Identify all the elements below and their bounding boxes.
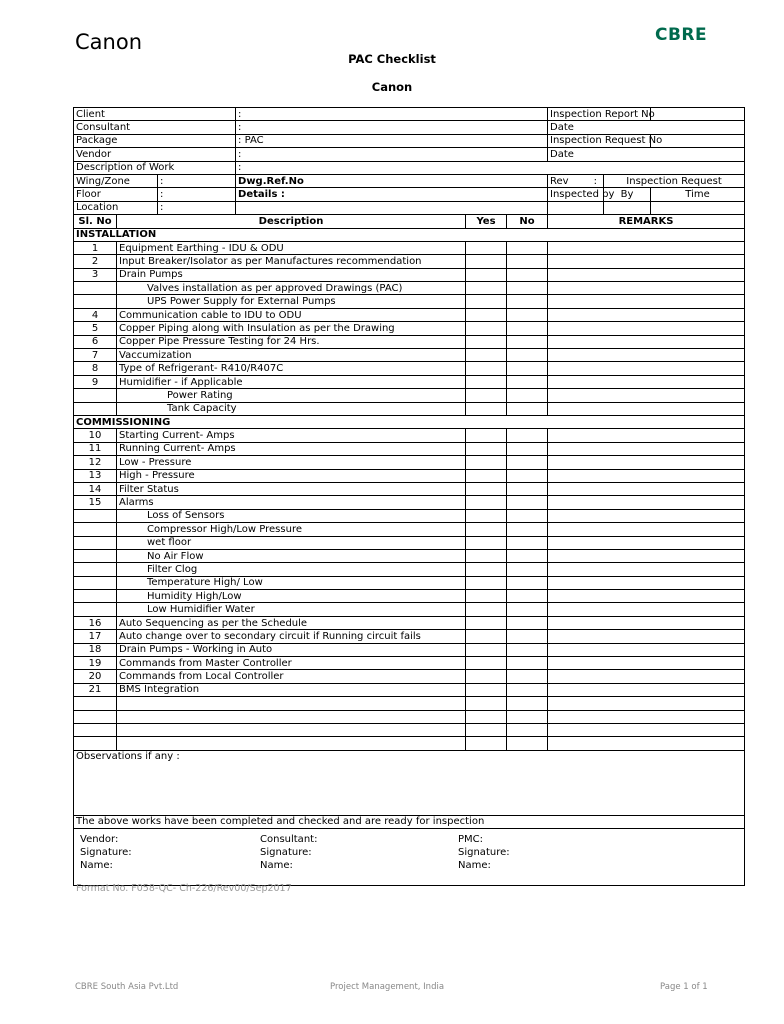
blank-rows xyxy=(74,697,745,751)
section-commissioning: COMMISSIONING xyxy=(74,415,745,428)
row-number: 17 xyxy=(74,630,117,643)
yes-cell[interactable] xyxy=(466,710,507,723)
yes-cell[interactable] xyxy=(466,496,507,509)
row-description: Humidifier - if Applicable xyxy=(117,375,466,388)
table-row xyxy=(74,402,745,415)
inspected-by-label: Inspected by xyxy=(548,188,604,201)
inspection-request-no-value[interactable] xyxy=(651,134,745,147)
inspection-request-no-label: Inspection Request No xyxy=(548,134,651,147)
remarks-cell[interactable] xyxy=(548,322,745,335)
yes-cell[interactable] xyxy=(466,630,507,643)
table-row xyxy=(74,536,745,549)
row-description: Communication cable to IDU to ODU xyxy=(117,308,466,321)
no-cell[interactable] xyxy=(507,322,548,335)
completion-statement: The above works have been completed and checked and are ready for inspection xyxy=(74,815,745,828)
table-row xyxy=(74,456,745,469)
blank-row xyxy=(74,723,745,736)
row-description: Type of Refrigerant- R410/R407C xyxy=(117,362,466,375)
no-cell[interactable] xyxy=(507,563,548,576)
yes-cell[interactable] xyxy=(466,255,507,268)
table-row xyxy=(74,282,745,295)
remarks-cell[interactable] xyxy=(548,643,745,656)
row-description: wet floor xyxy=(117,536,466,549)
table-row xyxy=(74,322,745,335)
time-label: Time xyxy=(651,188,745,201)
blank-row xyxy=(74,710,745,723)
row-number xyxy=(74,723,117,736)
row-number: 6 xyxy=(74,335,117,348)
row-number xyxy=(74,402,117,415)
yes-header: Yes xyxy=(466,215,507,228)
row-number xyxy=(74,282,117,295)
row-number: 2 xyxy=(74,255,117,268)
yes-cell[interactable] xyxy=(466,429,507,442)
no-cell[interactable] xyxy=(507,496,548,509)
table-row xyxy=(74,549,745,562)
table-row xyxy=(74,590,745,603)
footer-page: Page 1 of 1 xyxy=(660,982,708,992)
blank-row xyxy=(74,697,745,710)
no-cell[interactable] xyxy=(507,657,548,670)
table-row xyxy=(74,429,745,442)
yes-cell[interactable] xyxy=(466,268,507,281)
no-cell[interactable] xyxy=(507,723,548,736)
remarks-cell[interactable] xyxy=(548,536,745,549)
yes-cell[interactable] xyxy=(466,308,507,321)
row-number: 15 xyxy=(74,496,117,509)
no-header: No xyxy=(507,215,548,228)
table-row xyxy=(74,482,745,495)
table-row xyxy=(74,496,745,509)
row-number xyxy=(74,590,117,603)
yes-cell[interactable] xyxy=(466,536,507,549)
row-description[interactable] xyxy=(117,710,466,723)
yes-cell[interactable] xyxy=(466,349,507,362)
remarks-cell[interactable] xyxy=(548,697,745,710)
yes-cell[interactable] xyxy=(466,657,507,670)
remarks-cell[interactable] xyxy=(548,683,745,696)
row-description: Compressor High/Low Pressure xyxy=(117,523,466,536)
no-cell[interactable] xyxy=(507,603,548,616)
yes-cell[interactable] xyxy=(466,683,507,696)
row-number: 5 xyxy=(74,322,117,335)
dwg-ref-label: Dwg.Ref.No xyxy=(236,174,548,187)
table-row xyxy=(74,295,745,308)
remarks-cell[interactable] xyxy=(548,603,745,616)
table-row xyxy=(74,657,745,670)
remarks-cell[interactable] xyxy=(548,362,745,375)
yes-cell[interactable] xyxy=(466,616,507,629)
row-description: Tank Capacity xyxy=(117,402,466,415)
description-of-work-label: Description of Work xyxy=(74,161,236,174)
row-number xyxy=(74,710,117,723)
vendor-label: Vendor xyxy=(74,148,236,161)
remarks-cell[interactable] xyxy=(548,737,745,750)
package-value: : PAC xyxy=(236,134,548,147)
yes-cell[interactable] xyxy=(466,549,507,562)
row-number: 12 xyxy=(74,456,117,469)
row-number: 18 xyxy=(74,643,117,656)
row-description: Starting Current- Amps xyxy=(117,429,466,442)
no-cell[interactable] xyxy=(507,536,548,549)
yes-cell[interactable] xyxy=(466,670,507,683)
remarks-cell[interactable] xyxy=(548,282,745,295)
row-number xyxy=(74,389,117,402)
yes-cell[interactable] xyxy=(466,389,507,402)
table-row xyxy=(74,643,745,656)
yes-cell[interactable] xyxy=(466,456,507,469)
yes-cell[interactable] xyxy=(466,335,507,348)
table-row xyxy=(74,335,745,348)
no-cell[interactable] xyxy=(507,308,548,321)
row-number xyxy=(74,523,117,536)
table-row xyxy=(74,362,745,375)
inspection-report-no-value[interactable] xyxy=(651,108,745,121)
details-label: Details : xyxy=(236,188,548,201)
table-row xyxy=(74,509,745,522)
yes-cell[interactable] xyxy=(466,737,507,750)
row-description: Valves installation as per approved Drawings (PAC) xyxy=(117,282,466,295)
by-label: By xyxy=(604,188,651,201)
remarks-cell[interactable] xyxy=(548,308,745,321)
yes-cell[interactable] xyxy=(466,590,507,603)
description-of-work-value[interactable]: : xyxy=(236,161,745,174)
yes-cell[interactable] xyxy=(466,576,507,589)
row-description: Running Current- Amps xyxy=(117,442,466,455)
inspected-by-value[interactable] xyxy=(548,201,604,214)
remarks-cell[interactable] xyxy=(548,295,745,308)
row-number xyxy=(74,603,117,616)
row-number xyxy=(74,536,117,549)
table-row xyxy=(74,630,745,643)
sl-no-header: Sl. No xyxy=(74,215,117,228)
no-cell[interactable] xyxy=(507,590,548,603)
row-number: 7 xyxy=(74,349,117,362)
row-number: 9 xyxy=(74,375,117,388)
yes-cell[interactable] xyxy=(466,469,507,482)
row-number: 16 xyxy=(74,616,117,629)
remarks-cell[interactable] xyxy=(548,496,745,509)
yes-cell[interactable] xyxy=(466,402,507,415)
remarks-cell[interactable] xyxy=(548,723,745,736)
remarks-cell[interactable] xyxy=(548,268,745,281)
row-description: Drain Pumps - Working in Auto xyxy=(117,643,466,656)
remarks-cell[interactable] xyxy=(548,402,745,415)
remarks-cell[interactable] xyxy=(548,576,745,589)
no-cell[interactable] xyxy=(507,549,548,562)
table-row xyxy=(74,389,745,402)
no-cell[interactable] xyxy=(507,429,548,442)
remarks-cell[interactable] xyxy=(548,442,745,455)
location-value[interactable]: : xyxy=(158,201,236,214)
no-cell[interactable] xyxy=(507,683,548,696)
no-cell[interactable] xyxy=(507,295,548,308)
client-value[interactable]: : xyxy=(236,108,548,121)
footer-company: CBRE South Asia Pvt.Ltd xyxy=(75,982,179,992)
row-number: 19 xyxy=(74,657,117,670)
no-cell[interactable] xyxy=(507,362,548,375)
no-cell[interactable] xyxy=(507,349,548,362)
installation-rows xyxy=(74,241,745,415)
no-cell[interactable] xyxy=(507,670,548,683)
client-label: Client xyxy=(74,108,236,121)
format-number: Format No. F058-QC- Ch-226/Rev00/Sep2017 xyxy=(76,883,292,894)
yes-cell[interactable] xyxy=(466,523,507,536)
yes-cell[interactable] xyxy=(466,282,507,295)
remarks-cell[interactable] xyxy=(548,710,745,723)
remarks-cell[interactable] xyxy=(548,630,745,643)
row-description: BMS Integration xyxy=(117,683,466,696)
row-description: Low - Pressure xyxy=(117,456,466,469)
yes-cell[interactable] xyxy=(466,442,507,455)
row-number: 13 xyxy=(74,469,117,482)
date-label-2: Date xyxy=(548,148,745,161)
location-label: Location xyxy=(74,201,158,214)
no-cell[interactable] xyxy=(507,737,548,750)
row-description[interactable] xyxy=(117,737,466,750)
row-description: Equipment Earthing - IDU & ODU xyxy=(117,241,466,254)
row-description: Humidity High/Low xyxy=(117,590,466,603)
table-row xyxy=(74,603,745,616)
row-description: Filter Clog xyxy=(117,563,466,576)
remarks-cell[interactable] xyxy=(548,456,745,469)
row-number xyxy=(74,576,117,589)
table-row xyxy=(74,442,745,455)
description-header: Description xyxy=(117,215,466,228)
footer-department: Project Management, India xyxy=(330,982,445,992)
no-cell[interactable] xyxy=(507,469,548,482)
time-value[interactable] xyxy=(651,201,745,214)
consultant-signature: Consultant: Signature: Name: xyxy=(260,834,318,872)
table-row xyxy=(74,616,745,629)
row-number xyxy=(74,563,117,576)
no-cell[interactable] xyxy=(507,241,548,254)
row-number: 4 xyxy=(74,308,117,321)
no-cell[interactable] xyxy=(507,643,548,656)
vendor-signature: Vendor: Signature: Name: xyxy=(80,834,132,872)
remarks-cell[interactable] xyxy=(548,590,745,603)
yes-cell[interactable] xyxy=(466,509,507,522)
table-row xyxy=(74,241,745,254)
row-description[interactable] xyxy=(117,697,466,710)
table-row xyxy=(74,308,745,321)
remarks-cell[interactable] xyxy=(548,255,745,268)
table-row xyxy=(74,523,745,536)
row-number: 11 xyxy=(74,442,117,455)
table-row xyxy=(74,255,745,268)
row-number: 10 xyxy=(74,429,117,442)
row-number xyxy=(74,509,117,522)
details-value[interactable] xyxy=(236,201,548,214)
no-cell[interactable] xyxy=(507,710,548,723)
consultant-value[interactable]: : xyxy=(236,121,548,134)
row-number: 20 xyxy=(74,670,117,683)
no-cell[interactable] xyxy=(507,375,548,388)
table-row xyxy=(74,576,745,589)
remarks-cell[interactable] xyxy=(548,549,745,562)
no-cell[interactable] xyxy=(507,335,548,348)
row-description: Loss of Sensors xyxy=(117,509,466,522)
checklist-table xyxy=(73,107,745,886)
yes-cell[interactable] xyxy=(466,362,507,375)
yes-cell[interactable] xyxy=(466,482,507,495)
table-row xyxy=(74,349,745,362)
no-cell[interactable] xyxy=(507,255,548,268)
no-cell[interactable] xyxy=(507,482,548,495)
yes-cell[interactable] xyxy=(466,697,507,710)
consultant-label: Consultant xyxy=(74,121,236,134)
row-number: 8 xyxy=(74,362,117,375)
remarks-cell[interactable] xyxy=(548,482,745,495)
row-number xyxy=(74,295,117,308)
row-description: Commands from Master Controller xyxy=(117,657,466,670)
yes-cell[interactable] xyxy=(466,295,507,308)
no-cell[interactable] xyxy=(507,456,548,469)
row-description: Copper Pipe Pressure Testing for 24 Hrs. xyxy=(117,335,466,348)
brand-name: Canon xyxy=(75,30,142,54)
floor-value[interactable]: : xyxy=(158,188,236,201)
remarks-cell[interactable] xyxy=(548,335,745,348)
row-description: Commands from Local Controller xyxy=(117,670,466,683)
table-row xyxy=(74,563,745,576)
row-description: Temperature High/ Low xyxy=(117,576,466,589)
vendor-value[interactable]: : xyxy=(236,148,548,161)
observations-box[interactable] xyxy=(74,750,745,815)
yes-cell[interactable] xyxy=(466,322,507,335)
wing-zone-label: Wing/Zone xyxy=(74,174,158,187)
remarks-cell[interactable] xyxy=(548,429,745,442)
blank-row xyxy=(74,737,745,750)
yes-cell[interactable] xyxy=(466,241,507,254)
table-row xyxy=(74,375,745,388)
inspection-report-no-label: Inspection Report No xyxy=(548,108,651,121)
remarks-cell[interactable] xyxy=(548,349,745,362)
row-number xyxy=(74,697,117,710)
row-description: UPS Power Supply for External Pumps xyxy=(117,295,466,308)
signature-block xyxy=(74,829,745,886)
no-cell[interactable] xyxy=(507,282,548,295)
observations-label: Observations if any : xyxy=(76,750,180,762)
rev-label: Rev : xyxy=(548,174,604,187)
remarks-cell[interactable] xyxy=(548,616,745,629)
package-label: Package xyxy=(74,134,236,147)
row-number xyxy=(74,549,117,562)
remarks-cell[interactable] xyxy=(548,389,745,402)
table-row xyxy=(74,670,745,683)
by-value[interactable] xyxy=(604,201,651,214)
no-cell[interactable] xyxy=(507,630,548,643)
no-cell[interactable] xyxy=(507,616,548,629)
row-description: Alarms xyxy=(117,496,466,509)
remarks-header: REMARKS xyxy=(548,215,745,228)
remarks-cell[interactable] xyxy=(548,509,745,522)
floor-label: Floor xyxy=(74,188,158,201)
remarks-cell[interactable] xyxy=(548,375,745,388)
no-cell[interactable] xyxy=(507,402,548,415)
no-cell[interactable] xyxy=(507,576,548,589)
inspection-request-header: Inspection Request xyxy=(604,174,745,187)
table-row xyxy=(74,268,745,281)
table-row xyxy=(74,469,745,482)
section-installation: INSTALLATION xyxy=(74,228,745,241)
row-description: Filter Status xyxy=(117,482,466,495)
yes-cell[interactable] xyxy=(466,375,507,388)
row-description: No Air Flow xyxy=(117,549,466,562)
row-number: 1 xyxy=(74,241,117,254)
row-description: High - Pressure xyxy=(117,469,466,482)
cbre-logo: CBRE xyxy=(655,25,708,45)
row-description[interactable] xyxy=(117,723,466,736)
page-subtitle: Canon xyxy=(371,80,413,94)
row-description: Copper Piping along with Insulation as per the Drawing xyxy=(117,322,466,335)
remarks-cell[interactable] xyxy=(548,241,745,254)
commissioning-rows xyxy=(74,429,745,697)
page-title: PAC Checklist xyxy=(348,52,436,66)
row-description: Auto change over to secondary circuit if Running circuit fails xyxy=(117,630,466,643)
remarks-cell[interactable] xyxy=(548,657,745,670)
yes-cell[interactable] xyxy=(466,643,507,656)
no-cell[interactable] xyxy=(507,509,548,522)
row-number: 21 xyxy=(74,683,117,696)
wing-zone-value[interactable]: : xyxy=(158,174,236,187)
remarks-cell[interactable] xyxy=(548,523,745,536)
remarks-cell[interactable] xyxy=(548,469,745,482)
row-description: Input Breaker/Isolator as per Manufactures recommendation xyxy=(117,255,466,268)
remarks-cell[interactable] xyxy=(548,670,745,683)
no-cell[interactable] xyxy=(507,697,548,710)
no-cell[interactable] xyxy=(507,268,548,281)
table-row xyxy=(74,683,745,696)
row-number xyxy=(74,737,117,750)
row-description: Drain Pumps xyxy=(117,268,466,281)
date-label: Date xyxy=(548,121,745,134)
pmc-signature: PMC: Signature: Name: xyxy=(458,834,510,872)
row-description: Power Rating xyxy=(117,389,466,402)
no-cell[interactable] xyxy=(507,442,548,455)
yes-cell[interactable] xyxy=(466,723,507,736)
no-cell[interactable] xyxy=(507,389,548,402)
row-description: Vaccumization xyxy=(117,349,466,362)
no-cell[interactable] xyxy=(507,523,548,536)
yes-cell[interactable] xyxy=(466,563,507,576)
yes-cell[interactable] xyxy=(466,603,507,616)
row-number: 14 xyxy=(74,482,117,495)
row-number: 3 xyxy=(74,268,117,281)
row-description: Auto Sequencing as per the Schedule xyxy=(117,616,466,629)
remarks-cell[interactable] xyxy=(548,563,745,576)
row-description: Low Humidifier Water xyxy=(117,603,466,616)
